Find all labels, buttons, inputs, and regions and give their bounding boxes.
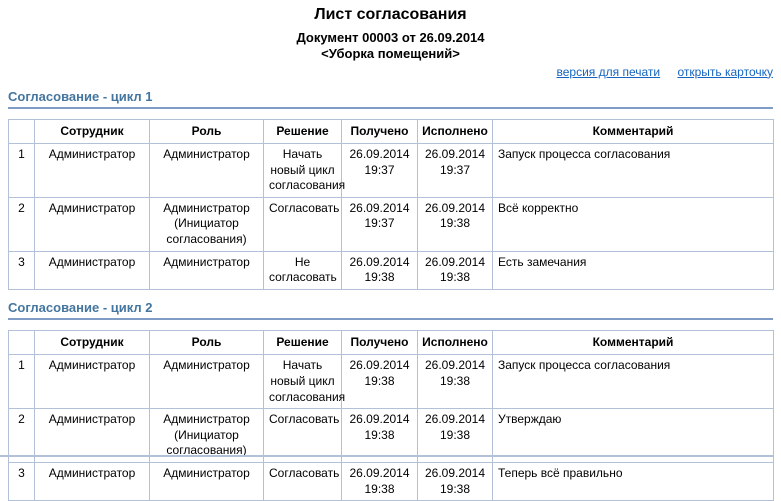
cell-employee: Администратор	[35, 251, 150, 289]
column-header-role: Роль	[150, 330, 264, 355]
column-header-decision: Решение	[264, 119, 342, 144]
cell-received: 26.09.2014 19:38	[342, 409, 418, 463]
cell-executed: 26.09.2014 19:38	[418, 197, 493, 251]
cell-comment: Теперь всё правильно	[493, 463, 774, 501]
cell-employee: Администратор	[35, 409, 150, 463]
table-header-row	[9, 330, 774, 355]
cell-employee: Администратор	[35, 144, 150, 198]
approval-table-cycle-1	[8, 119, 774, 290]
cell-num: 1	[9, 144, 35, 198]
column-header-decision: Решение	[264, 330, 342, 355]
cell-num: 2	[9, 409, 35, 463]
cell-comment: Всё корректно	[493, 197, 774, 251]
table-row	[9, 144, 774, 198]
document-name-line: <Уборка помещений>	[321, 46, 460, 62]
column-header-executed: Исполнено	[418, 330, 493, 355]
cell-executed: 26.09.2014 19:38	[418, 355, 493, 409]
cell-num: 1	[9, 355, 35, 409]
table-row	[9, 355, 774, 409]
column-header-executed: Исполнено	[418, 119, 493, 144]
cell-received: 26.09.2014 19:38	[342, 251, 418, 289]
cell-role: Администратор	[150, 251, 264, 289]
column-header-role: Роль	[150, 119, 264, 144]
table-header-row	[9, 119, 774, 144]
approval-table-cycle-2	[8, 330, 774, 501]
table-row	[9, 251, 774, 289]
cell-employee: Администратор	[35, 355, 150, 409]
table-row	[9, 463, 774, 501]
column-header-num	[9, 119, 35, 144]
document-number-line: Документ 00003 от 26.09.2014	[296, 30, 485, 45]
column-header-received: Получено	[342, 330, 418, 355]
cell-num: 3	[9, 251, 35, 289]
cell-decision: Согласовать	[264, 197, 342, 251]
document-subtitle	[8, 30, 773, 63]
section-heading-cycle-2: Согласование - цикл 2	[8, 300, 773, 320]
cell-role: Администратор (Инициатор согласования)	[150, 197, 264, 251]
cell-role: Администратор	[150, 144, 264, 198]
cell-comment: Запуск процесса согласования	[493, 355, 774, 409]
cell-employee: Администратор	[35, 463, 150, 501]
column-header-num	[9, 330, 35, 355]
bottom-divider	[0, 455, 773, 457]
cell-received: 26.09.2014 19:37	[342, 197, 418, 251]
cell-decision: Начать новый цикл согласования	[264, 355, 342, 409]
cell-executed: 26.09.2014 19:38	[418, 409, 493, 463]
section-heading-cycle-1: Согласование - цикл 1	[8, 89, 773, 109]
cell-received: 26.09.2014 19:38	[342, 463, 418, 501]
cell-comment: Есть замечания	[493, 251, 774, 289]
column-header-employee: Сотрудник	[35, 119, 150, 144]
cell-received: 26.09.2014 19:38	[342, 355, 418, 409]
action-links	[8, 65, 773, 79]
column-header-received: Получено	[342, 119, 418, 144]
cell-comment: Запуск процесса согласования	[493, 144, 774, 198]
column-header-comment: Комментарий	[493, 119, 774, 144]
cell-decision: Начать новый цикл согласования	[264, 144, 342, 198]
cell-role: Администратор	[150, 355, 264, 409]
cell-num: 3	[9, 463, 35, 501]
table-row	[9, 197, 774, 251]
cell-executed: 26.09.2014 19:37	[418, 144, 493, 198]
cell-received: 26.09.2014 19:37	[342, 144, 418, 198]
cell-employee: Администратор	[35, 197, 150, 251]
cell-decision: Согласовать	[264, 463, 342, 501]
page-title: Лист согласования	[314, 6, 467, 23]
open-card-link[interactable]: открыть карточку	[677, 64, 773, 79]
cell-decision: Не согласовать	[264, 251, 342, 289]
cell-num: 2	[9, 197, 35, 251]
cell-role: Администратор	[150, 463, 264, 501]
column-header-employee: Сотрудник	[35, 330, 150, 355]
cell-role: Администратор (Инициатор согласования)	[150, 409, 264, 463]
column-header-comment: Комментарий	[493, 330, 774, 355]
cell-executed: 26.09.2014 19:38	[418, 463, 493, 501]
print-version-link[interactable]: версия для печати	[556, 64, 661, 79]
cell-decision: Согласовать	[264, 409, 342, 463]
cell-executed: 26.09.2014 19:38	[418, 251, 493, 289]
cell-comment: Утверждаю	[493, 409, 774, 463]
